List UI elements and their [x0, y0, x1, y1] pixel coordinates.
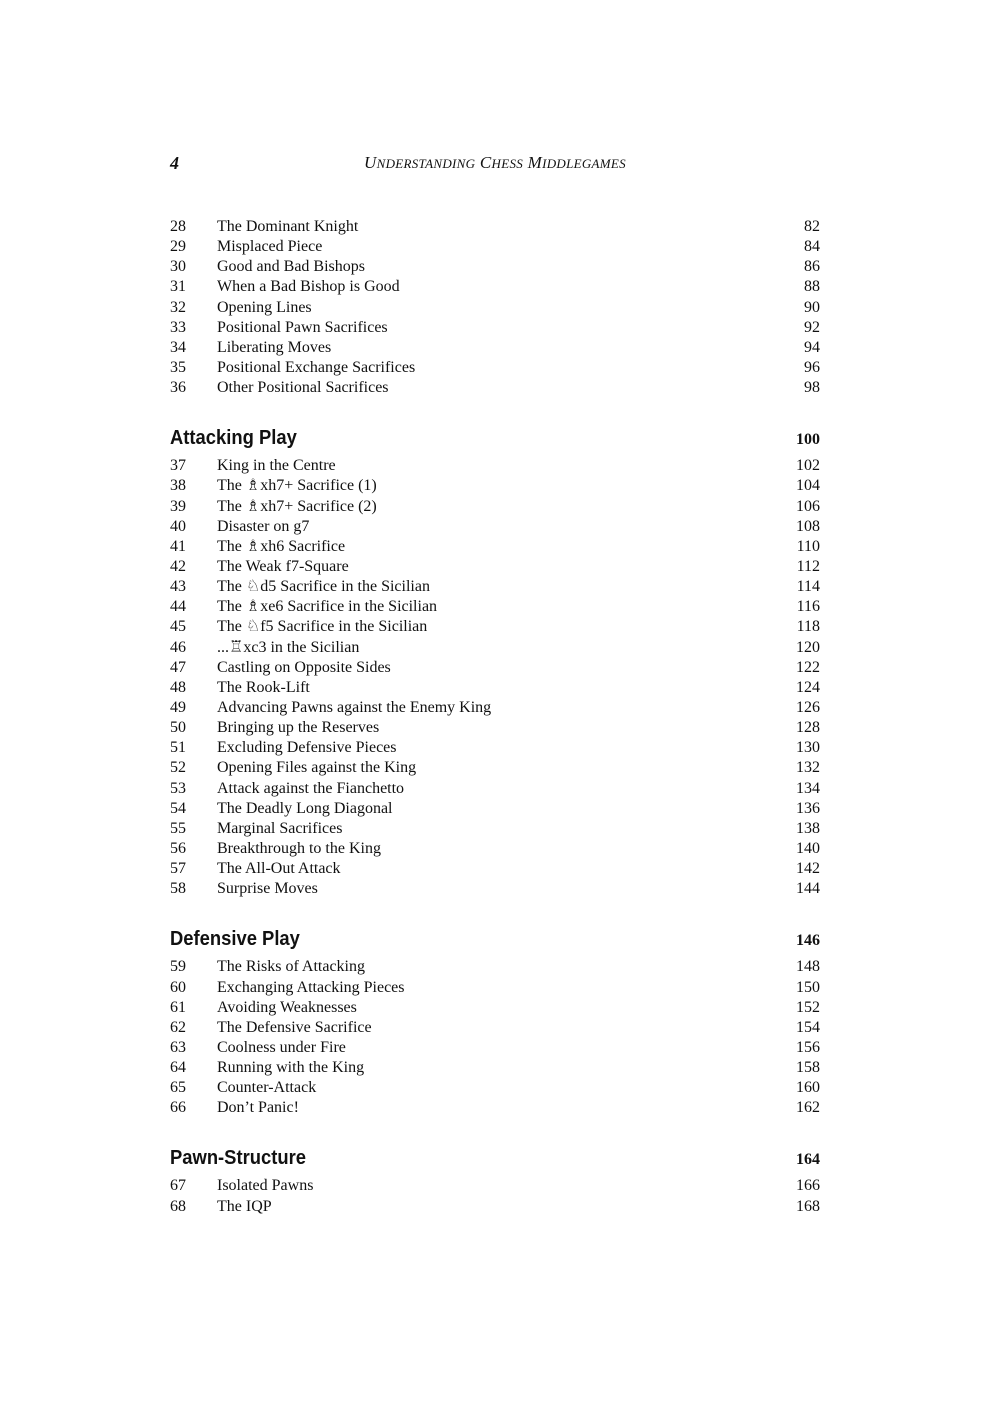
chapter-number: 40: [170, 517, 186, 535]
toc-entry: [170, 799, 820, 819]
running-title: [170, 153, 820, 173]
chapter-number: 67: [170, 1177, 186, 1195]
section-heading: [170, 1138, 820, 1172]
chapter-page: 162: [796, 1099, 820, 1117]
chapter-title: Marginal Sacrifices: [217, 819, 343, 837]
toc-entry: [170, 698, 820, 718]
chapter-title: Running with the King: [217, 1059, 365, 1077]
chapter-page: 126: [796, 698, 820, 716]
chapter-number: 31: [170, 278, 186, 296]
toc-entry: [170, 456, 820, 476]
chapter-page: 84: [804, 238, 820, 256]
toc-entry: [170, 497, 820, 517]
chapter-page: 112: [796, 557, 820, 575]
section-heading: [170, 418, 820, 452]
chapter-number: 39: [170, 497, 186, 515]
chapter-title: Positional Pawn Sacrifices: [217, 318, 388, 336]
section-title: Defensive Play: [170, 928, 300, 951]
toc-entry: [170, 1018, 820, 1038]
chapter-number: 56: [170, 839, 186, 857]
toc-entry: [170, 557, 820, 577]
chapter-number: 37: [170, 457, 186, 475]
chapter-number: 32: [170, 298, 186, 316]
toc-entry: [170, 1176, 820, 1196]
chapter-title: Liberating Moves: [217, 338, 332, 356]
chapter-page: 122: [796, 658, 820, 676]
toc-entry: [170, 758, 820, 778]
chapter-number: 58: [170, 880, 186, 898]
chapter-number: 68: [170, 1197, 186, 1215]
chapter-number: 59: [170, 958, 186, 976]
chapter-number: 49: [170, 698, 186, 716]
chapter-number: 29: [170, 238, 186, 256]
toc-entry: [170, 1078, 820, 1098]
chapter-page: 166: [796, 1177, 820, 1195]
toc-entry: [170, 617, 820, 637]
chapter-page: 134: [796, 779, 820, 797]
toc-entry: [170, 277, 820, 297]
chapter-number: 48: [170, 678, 186, 696]
chapter-page: 86: [804, 258, 820, 276]
chapter-title: Disaster on g7: [217, 517, 310, 535]
chapter-title: The Weak f7-Square: [217, 557, 349, 575]
section-title: Attacking Play: [170, 427, 297, 450]
chapter-number: 43: [170, 578, 186, 596]
chapter-title: Exchanging Attacking Pieces: [217, 978, 405, 996]
chapter-title: The Rook-Lift: [217, 678, 310, 696]
toc-entry: [170, 779, 820, 799]
chapter-title: The Dominant Knight: [217, 218, 359, 235]
chapter-page: 142: [796, 860, 820, 878]
chapter-title: Isolated Pawns: [217, 1177, 314, 1195]
chapter-number: 54: [170, 799, 186, 817]
chapter-number: 28: [170, 218, 186, 235]
chapter-number: 52: [170, 759, 186, 777]
chapter-number: 41: [170, 537, 186, 555]
running-title-word: CHESS: [479, 153, 524, 172]
chapter-title: Attack against the Fianchetto: [217, 779, 405, 797]
chapter-page: 88: [804, 278, 820, 296]
toc-entry: [170, 476, 820, 496]
toc-entry: [170, 859, 820, 879]
chapter-title: The All-Out Attack: [217, 860, 341, 878]
chapter-title: Misplaced Piece: [217, 238, 323, 256]
toc-entry: [170, 957, 820, 977]
chapter-number: 63: [170, 1038, 186, 1056]
chapter-title: Positional Exchange Sacrifices: [217, 358, 416, 376]
chapter-number: 36: [170, 379, 186, 397]
running-title-word: MIDDLEGAMES: [527, 153, 626, 172]
section-title: Pawn-Structure: [170, 1147, 306, 1170]
chapter-number: 62: [170, 1018, 186, 1036]
chapter-number: 47: [170, 658, 186, 676]
toc-entry: [170, 839, 820, 859]
toc-entry: [170, 597, 820, 617]
toc-entry: [170, 998, 820, 1018]
chapter-page: 136: [796, 799, 820, 817]
chapter-title: The Risks of Attacking: [217, 958, 365, 976]
page-number: 4: [170, 153, 179, 173]
chapter-number: 45: [170, 618, 186, 636]
chapter-title: Coolness under Fire: [217, 1038, 346, 1056]
chapter-page: 124: [796, 678, 820, 696]
chapter-title: The ♘d5 Sacrifice in the Sicilian: [217, 578, 430, 596]
chapter-page: 148: [796, 958, 820, 976]
chapter-page: 90: [804, 298, 820, 316]
chapter-page: 114: [796, 578, 820, 596]
chapter-number: 38: [170, 477, 186, 495]
toc-entry: [170, 537, 820, 557]
chapter-number: 33: [170, 318, 186, 336]
section-page: 100: [796, 431, 820, 449]
chapter-page: 98: [804, 379, 820, 397]
chapter-title: Castling on Opposite Sides: [217, 658, 391, 676]
section-page: 164: [796, 1151, 820, 1169]
toc-entry: [170, 1098, 820, 1118]
section-page: 146: [796, 932, 820, 950]
toc-entry: [170, 577, 820, 597]
chapter-title: The Defensive Sacrifice: [217, 1018, 372, 1036]
chapter-title: The ♗xh7+ Sacrifice (1): [217, 477, 377, 495]
chapter-page: 130: [796, 739, 820, 757]
chapter-page: 120: [796, 638, 820, 656]
toc-entry: [170, 338, 820, 358]
chapter-title: King in the Centre: [217, 457, 336, 475]
chapter-number: 50: [170, 719, 186, 737]
chapter-title: Breakthrough to the King: [217, 839, 381, 857]
chapter-title: Opening Files against the King: [217, 759, 417, 777]
chapter-title: Surprise Moves: [217, 880, 318, 898]
chapter-page: 118: [796, 618, 820, 636]
page-header: [170, 153, 820, 177]
chapter-number: 60: [170, 978, 186, 996]
chapter-page: 138: [796, 819, 820, 837]
chapter-title: Opening Lines: [217, 298, 312, 316]
section-heading: [170, 919, 820, 953]
running-title-word: UNDERSTANDING: [364, 153, 476, 172]
chapter-page: 106: [796, 497, 820, 515]
chapter-number: 44: [170, 598, 186, 616]
chapter-title: The IQP: [217, 1197, 272, 1215]
chapter-page: 108: [796, 517, 820, 535]
chapter-page: 152: [796, 998, 820, 1016]
chapter-number: 51: [170, 739, 186, 757]
chapter-title: The Deadly Long Diagonal: [217, 799, 393, 817]
toc-entry: [170, 1038, 820, 1058]
chapter-title: The ♗xh7+ Sacrifice (2): [217, 497, 377, 515]
toc-entry: [170, 819, 820, 839]
chapter-page: 94: [804, 338, 820, 356]
chapter-title: Don’t Panic!: [217, 1099, 299, 1117]
toc-entry: [170, 978, 820, 998]
chapter-page: 110: [796, 537, 820, 555]
chapter-title: The ♗xh6 Sacrifice: [217, 537, 346, 555]
chapter-title: Avoiding Weaknesses: [217, 998, 357, 1016]
chapter-number: 55: [170, 819, 186, 837]
toc-entry: [170, 718, 820, 738]
chapter-title: Excluding Defensive Pieces: [217, 739, 397, 757]
chapter-title: The ♘f5 Sacrifice in the Sicilian: [217, 618, 428, 636]
chapter-title: The ♗xe6 Sacrifice in the Sicilian: [217, 598, 438, 616]
chapter-title: ...♖xc3 in the Sicilian: [217, 638, 360, 656]
chapter-number: 57: [170, 860, 186, 878]
chapter-title: Other Positional Sacrifices: [217, 379, 389, 397]
toc-entry: [170, 517, 820, 537]
chapter-number: 66: [170, 1099, 186, 1117]
toc-entry: [170, 1058, 820, 1078]
chapter-number: 61: [170, 998, 186, 1016]
chapter-page: 144: [796, 880, 820, 898]
toc-entry: [170, 678, 820, 698]
table-of-contents: [170, 217, 820, 1217]
chapter-number: 65: [170, 1079, 186, 1097]
chapter-page: 156: [796, 1038, 820, 1056]
chapter-title: Counter-Attack: [217, 1079, 317, 1097]
chapter-number: 34: [170, 338, 186, 356]
chapter-page: 82: [804, 218, 820, 235]
chapter-page: 96: [804, 358, 820, 376]
chapter-page: 154: [796, 1018, 820, 1036]
chapter-number: 53: [170, 779, 186, 797]
chapter-number: 35: [170, 358, 186, 376]
chapter-number: 42: [170, 557, 186, 575]
chapter-title: Advancing Pawns against the Enemy King: [217, 698, 492, 716]
toc-entry: [170, 738, 820, 758]
toc-entry: [170, 358, 820, 378]
toc-entry: [170, 257, 820, 277]
toc-entry: [170, 879, 820, 899]
chapter-number: 30: [170, 258, 186, 276]
chapter-page: 92: [804, 318, 820, 336]
chapter-page: 128: [796, 719, 820, 737]
chapter-number: 46: [170, 638, 186, 656]
chapter-page: 158: [796, 1059, 820, 1077]
chapter-page: 168: [796, 1197, 820, 1215]
toc-entry: [170, 1197, 820, 1217]
toc-entry: [170, 217, 820, 237]
toc-entry: [170, 638, 820, 658]
chapter-title: Good and Bad Bishops: [217, 258, 365, 276]
chapter-page: 132: [796, 759, 820, 777]
toc-entry: [170, 318, 820, 338]
chapter-title: Bringing up the Reserves: [217, 719, 380, 737]
chapter-page: 160: [796, 1079, 820, 1097]
chapter-page: 102: [796, 457, 820, 475]
toc-entry: [170, 378, 820, 398]
chapter-title: When a Bad Bishop is Good: [217, 278, 400, 296]
chapter-page: 116: [796, 598, 820, 616]
chapter-page: 150: [796, 978, 820, 996]
chapter-page: 104: [796, 477, 820, 495]
toc-entry: [170, 298, 820, 318]
chapter-number: 64: [170, 1059, 186, 1077]
chapter-page: 140: [796, 839, 820, 857]
toc-entry: [170, 237, 820, 257]
toc-entry: [170, 658, 820, 678]
